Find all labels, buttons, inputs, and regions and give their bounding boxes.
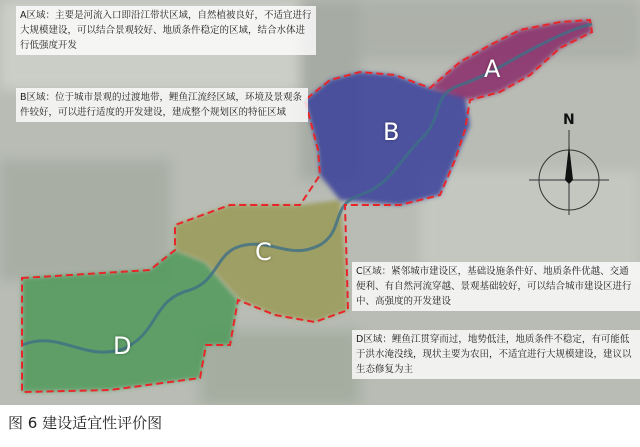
zone-c-label: C xyxy=(255,238,272,266)
zone-d-description: D区域：鲤鱼江贯穿而过，地势低洼，地质条件不稳定，有可能低于洪水淹没线，现状主要为农田，不适宜进行大规模建设，建议以生态修复为主 xyxy=(352,330,640,379)
zone-c-description: C区域：紧邻城市建设区，基础设施条件好、地质条件优越、交通便利、有自然河流穿越、景观基础较好，可以结合城市建设区进行中、高强度的开发建设 xyxy=(352,262,640,311)
north-label: N xyxy=(563,112,575,128)
zone-a-label: A xyxy=(484,55,501,83)
figure-caption: 图 6 建设适宜性评价图 xyxy=(8,414,163,432)
zone-b-label: B xyxy=(383,118,400,146)
zone-b-description: B区域：位于城市景观的过渡地带，鲤鱼江流经区域，环境及景观条件较好，可以进行适度的开发建设，建成整个规划区的特征区域 xyxy=(16,88,308,122)
zone-a-description: A区域：主要是河流入口即沿江带状区域，自然植被良好，不适宜进行大规模建设，可以结合景观较好、地质条件稳定的区域，结合水体进行低强度开发 xyxy=(16,6,316,55)
zone-d-label: D xyxy=(113,332,132,360)
